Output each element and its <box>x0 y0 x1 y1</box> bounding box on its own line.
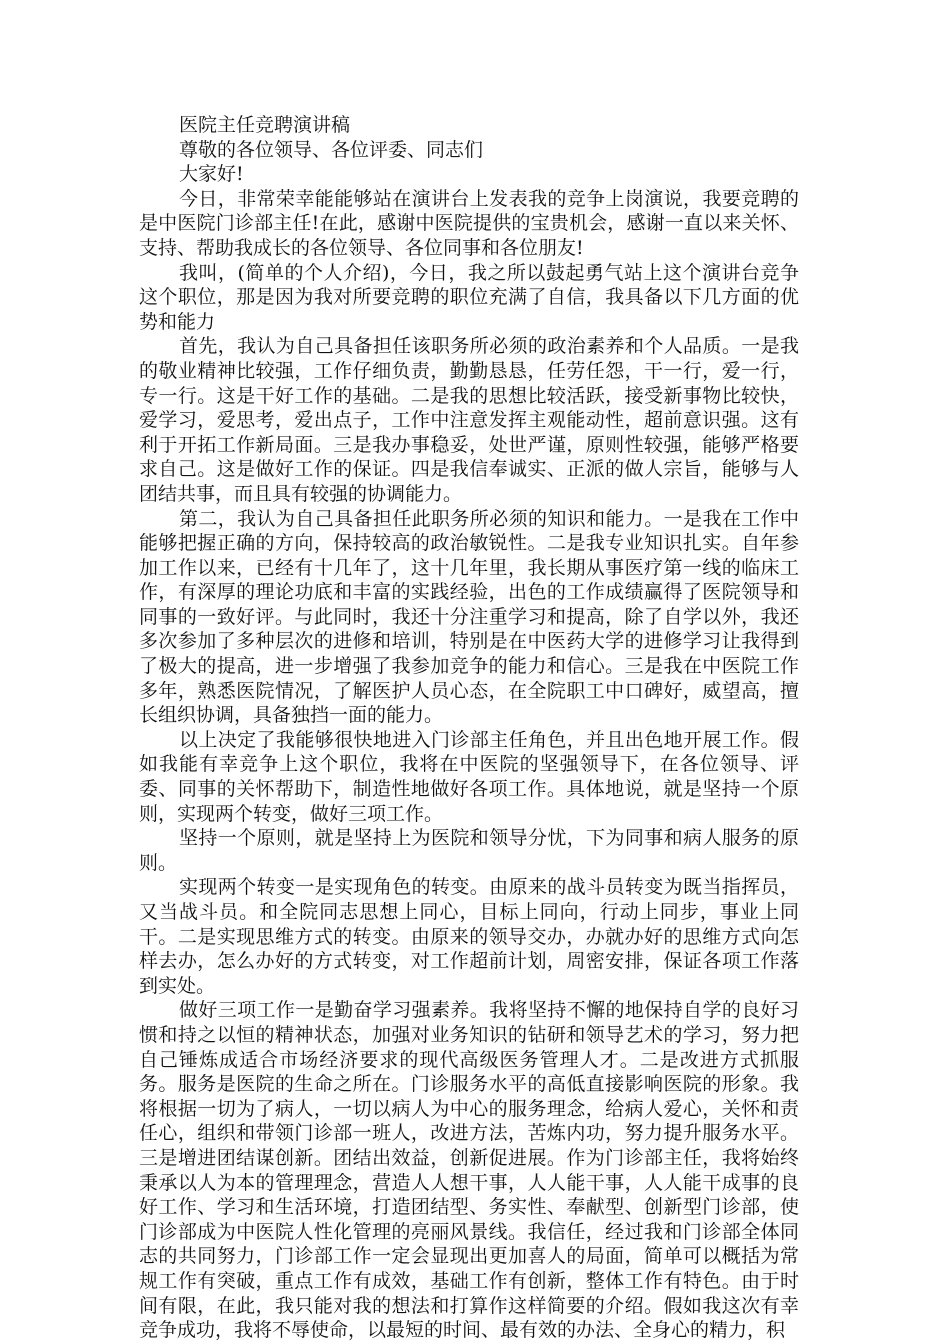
paragraph-two-changes: 实现两个转变一是实现角色的转变。由原来的战斗员转变为既当指挥员，又当战斗员。和全院同志思想上同心，目标上同向，行动上同步，事业上同干。二是实现思维方式的转变。由原来的领导交办，办就办好的思维方式向怎样去办，怎么办好的方式转变，对工作超前计划，周密安排，保证各项工作落到实处。 <box>139 876 799 997</box>
salutation: 尊敬的各位领导、各位评委、同志们 <box>179 138 484 161</box>
paragraph-second-qualification: 第二，我认为自己具备担任此职务所必须的知识和能力。一是我在工作中能够把握正确的方向，保持较高的政治敏锐性。二是我专业知识扎实。自年参加工作以来，已经有十几年了，这十几年里，我长期从事医疗第一线的临床工作，有深厚的理论功底和丰富的实践经验，出色的工作成绩赢得了医院领导和同事的一致好评。与此同时，我还十分注重学习和提高，除了自学以外，我还多次参加了多种层次的进修和培训，特别是在中医药大学的进修学习让我得到了极大的提高，进一步增强了我参加竞争的能力和信心。三是我在中医院工作多年，熟悉医院情况，了解医护人员心态，在全院职工中口碑好，威望高，擅长组织协调，具备独挡一面的能力。 <box>139 507 799 727</box>
paragraph-principle: 坚持一个原则，就是坚持上为医院和领导分忧，下为同事和病人服务的原则。 <box>139 827 799 874</box>
greeting: 大家好! <box>179 163 244 186</box>
document-body <box>139 113 799 1343</box>
paragraph-three-tasks: 做好三项工作一是勤奋学习强素养。我将坚持不懈的地保持自学的良好习惯和持之以恒的精神状态，加强对业务知识的钻研和领导艺术的学习，努力把自己锤炼成适合市场经济要求的现代高级医务管理人才。二是改进方式抓服务。服务是医院的生命之所在。门诊服务水平的高低直接影响医院的形象。我将根据一切为了病人，一切以病人为中心的服务理念，给病人爱心，关怀和责任心，组织和带领门诊部一班人，改进方法，苦炼内功，努力提升服务水平。三是增进团结谋创新。团结出效益，创新促进展。作为门诊部主任，我将始终秉承以人为本的管理理念，营造人人想干事，人人能干事，人人能干成事的良好工作、学习和生活环境，打造团结型、务实性、奉献型、创新型门诊部，使门诊部成为中医院人性化管理的亮丽风景线。我信任，经过我和门诊部全体同志的共同努力，门诊部工作一定会显现出更加喜人的局面，简单可以概括为常规工作有突破，重点工作有成效，基础工作有创新，整体工作有特色。由于时间有限，在此，我只能对我的想法和打算作这样简要的介绍。假如我这次有幸竞争成功，我将不辱使命，以最短的时间、最有效的办法、全身心的精力，积 <box>139 999 799 1342</box>
paragraph-introduction: 我叫，(简单的个人介绍)，今日，我之所以鼓起勇气站上这个演讲台竞争这个职位，那是因为我对所要竞聘的职位充满了自信，我具备以下几方面的优势和能力 <box>139 261 799 333</box>
paragraph-plan-summary: 以上决定了我能够很快地进入门诊部主任角色，并且出色地开展工作。假如我能有幸竞争上这个职位，我将在中医院的坚强领导下，在各位领导、评委、同事的关怀帮助下，制造性地做好各项工作。具体地说，就是坚持一个原则，实现两个转变，做好三项工作。 <box>139 728 799 825</box>
paragraph-first-qualification: 首先，我认为自己具备担任该职务所必须的政治素养和个人品质。一是我的敬业精神比较强，工作仔细负责，勤勤恳恳，任劳任怨，干一行，爱一行，专一行。这是干好工作的基础。二是我的思想比较活跃，接受新事物比较快，爱学习，爱思考，爱出点子，工作中注意发挥主观能动性，超前意识强。这有利于开拓工作新局面。三是我办事稳妥，处世严谨，原则性较强，能够严格要求自己。这是做好工作的保证。四是我信奉诚实、正派的做人宗旨，能够与人团结共事，而且具有较强的协调能力。 <box>139 335 799 505</box>
document-title: 医院主任竞聘演讲稿 <box>179 114 351 136</box>
paragraph-opening: 今日，非常荣幸能能够站在演讲台上发表我的竞争上岗演说，我要竞聘的是中医院门诊部主任!在此，感谢中医院提供的宝贵机会，感谢一直以来关怀、支持、帮助我成长的各位领导、各位同事和各位朋友! <box>139 187 799 259</box>
